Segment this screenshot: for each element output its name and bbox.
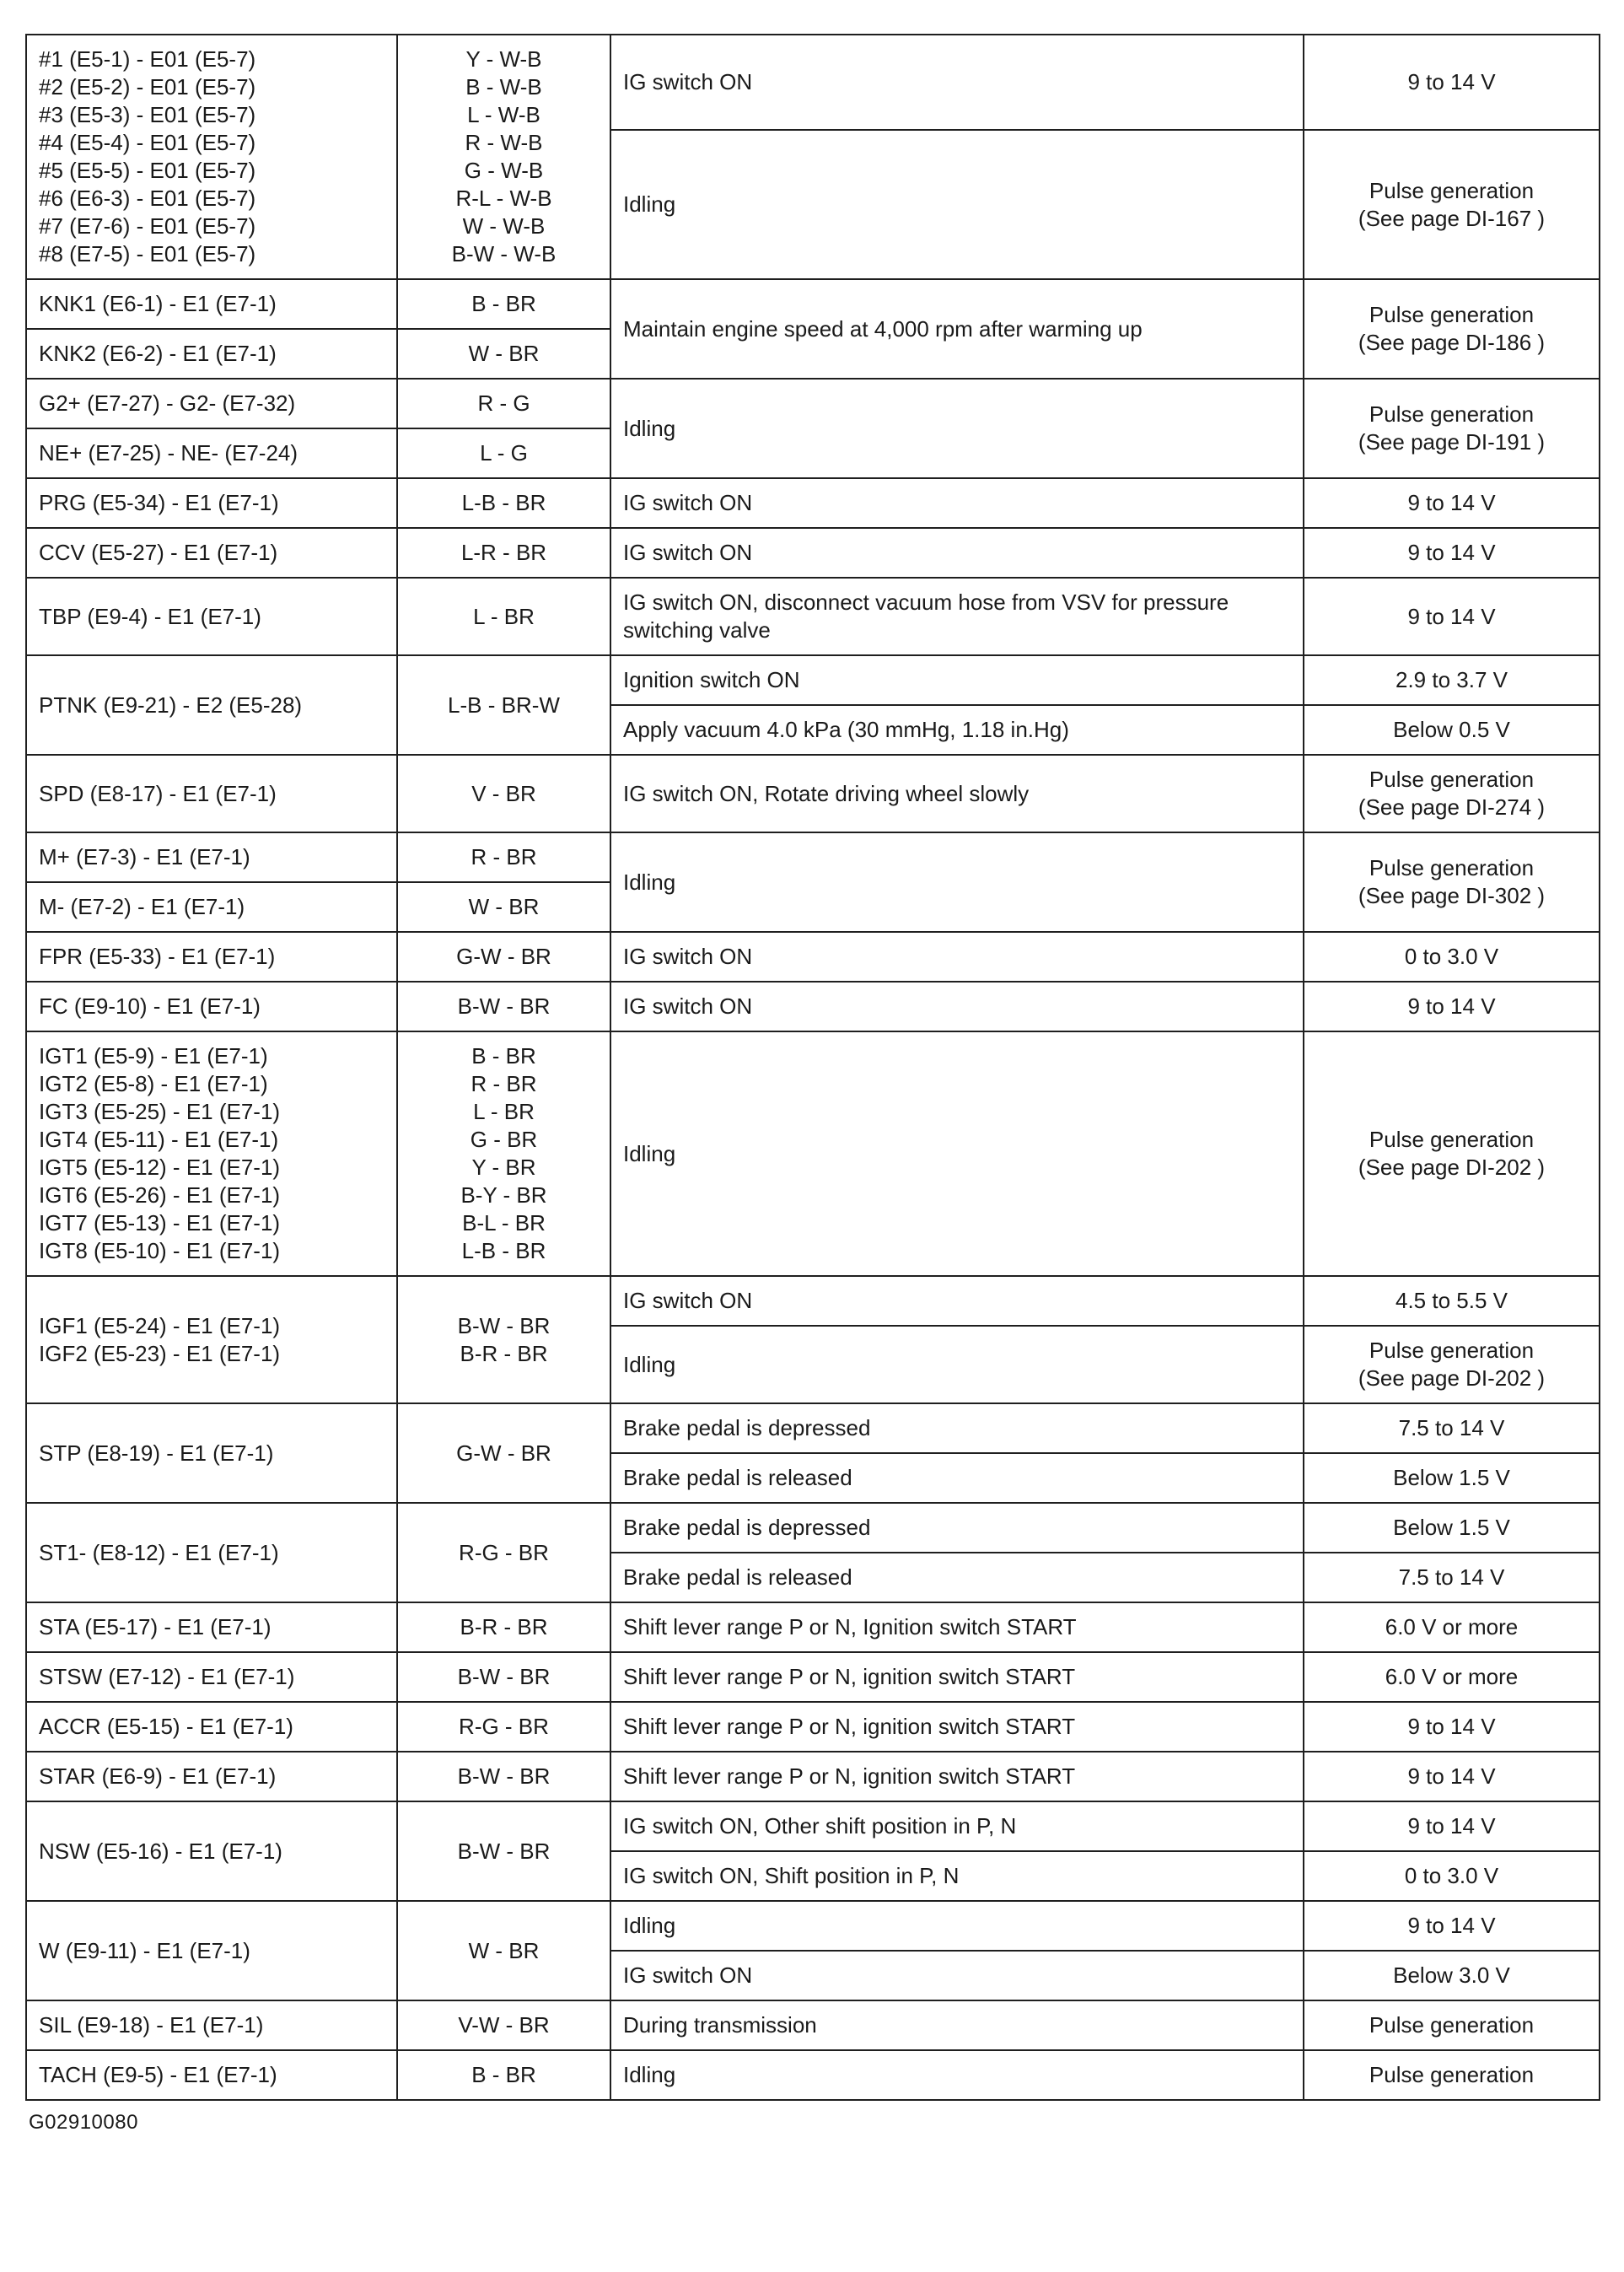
condition-cell [610, 1276, 1304, 1326]
voltage-cell-text: 9 to 14 V [1407, 993, 1496, 1019]
condition-cell-text: Idling [623, 1913, 676, 1938]
voltage-cell [1304, 1326, 1600, 1403]
table-row [26, 1702, 1600, 1752]
wire-color-cell [397, 1702, 610, 1752]
terminal-cell [26, 1276, 397, 1403]
condition-cell [610, 528, 1304, 578]
voltage-cell [1304, 2000, 1600, 2050]
wire-color-cell-text: R - W-B [465, 130, 543, 155]
voltage-cell-text: (See page DI-191 ) [1358, 429, 1546, 455]
condition-cell-text: Brake pedal is depressed [623, 1415, 871, 1440]
wire-color-cell-text: B-L - BR [462, 1210, 546, 1236]
wire-color-cell-text: Y - BR [471, 1155, 536, 1180]
condition-cell [610, 755, 1304, 832]
terminal-cell [26, 755, 397, 832]
voltage-cell [1304, 1031, 1600, 1276]
voltage-cell [1304, 1851, 1600, 1901]
voltage-cell [1304, 705, 1600, 755]
table-row [26, 528, 1600, 578]
wire-color-cell-text: L - G [480, 440, 528, 466]
terminal-cell [26, 1901, 397, 2000]
voltage-cell-text: (See page DI-202 ) [1358, 1365, 1546, 1391]
terminal-cell-text: KNK1 (E6-1) - E1 (E7-1) [39, 291, 277, 316]
condition-cell-text: Shift lever range P or N, ignition switch START [623, 1763, 1076, 1789]
voltage-cell [1304, 755, 1600, 832]
terminal-cell-text: TBP (E9-4) - E1 (E7-1) [39, 603, 261, 629]
wire-color-cell [397, 279, 610, 329]
table-row [26, 1752, 1600, 1801]
voltage-cell-text: Below 0.5 V [1393, 717, 1510, 742]
voltage-cell [1304, 1553, 1600, 1602]
table-row [26, 1276, 1600, 1326]
wire-color-cell-text: B-W - BR [457, 1763, 551, 1789]
wire-color-cell [397, 655, 610, 755]
condition-cell [610, 1702, 1304, 1752]
wire-color-cell [397, 1752, 610, 1801]
wire-color-cell-text: B - BR [471, 2062, 536, 2087]
condition-cell [610, 982, 1304, 1031]
table-row [26, 2000, 1600, 2050]
voltage-cell-text: Below 1.5 V [1393, 1515, 1510, 1540]
figure-id: G02910080 [29, 2111, 138, 2134]
condition-cell [610, 1951, 1304, 2000]
terminal-cell [26, 655, 397, 755]
wire-color-cell [397, 1503, 610, 1602]
condition-cell [610, 1031, 1304, 1276]
table-row [26, 35, 1600, 130]
terminal-cell-text: IGT1 (E5-9) - E1 (E7-1) [39, 1043, 268, 1069]
condition-cell-text: IG switch ON [623, 490, 753, 515]
wire-color-cell-text: L-R - BR [460, 540, 547, 565]
wire-color-cell-text: L-B - BR [461, 1238, 546, 1263]
terminal-cell-text: PRG (E5-34) - E1 (E7-1) [39, 490, 279, 515]
condition-cell-text: Shift lever range P or N, Ignition switch START [623, 1614, 1077, 1639]
condition-cell-text: Idling [623, 869, 676, 895]
voltage-cell-text: 9 to 14 V [1407, 490, 1496, 515]
condition-cell-text: Idling [623, 1351, 676, 1377]
voltage-cell-text: 9 to 14 V [1407, 1813, 1496, 1839]
voltage-cell [1304, 832, 1600, 932]
condition-cell [610, 2000, 1304, 2050]
voltage-cell [1304, 1801, 1600, 1851]
voltage-cell [1304, 478, 1600, 528]
wire-color-cell-text: L-B - BR-W [448, 692, 560, 718]
voltage-cell [1304, 528, 1600, 578]
table-row [26, 578, 1600, 655]
voltage-cell-text: (See page DI-302 ) [1358, 883, 1546, 908]
table-row [26, 655, 1600, 705]
condition-cell [610, 578, 1304, 655]
wire-color-cell [397, 578, 610, 655]
voltage-cell [1304, 1453, 1600, 1503]
wire-color-cell-text: R-G - BR [459, 1539, 549, 1565]
terminal-cell [26, 1801, 397, 1901]
terminal-cell [26, 982, 397, 1031]
table-row [26, 1503, 1600, 1553]
wire-color-cell [397, 832, 610, 882]
wire-color-cell-text: W - BR [468, 894, 540, 919]
wire-color-cell-text: B-W - BR [457, 1312, 551, 1338]
terminal-cell-text: CCV (E5-27) - E1 (E7-1) [39, 540, 278, 565]
terminal-cell-text: #6 (E6-3) - E01 (E5-7) [39, 186, 256, 211]
terminal-cell [26, 2050, 397, 2100]
terminal-cell [26, 35, 397, 279]
voltage-cell-text: Pulse generation [1369, 767, 1535, 792]
voltage-cell [1304, 279, 1600, 379]
voltage-cell-text: (See page DI-274 ) [1358, 794, 1546, 820]
wire-color-cell [397, 1031, 610, 1276]
terminal-cell-text: #1 (E5-1) - E01 (E5-7) [39, 46, 256, 72]
voltage-cell [1304, 379, 1600, 478]
condition-cell [610, 478, 1304, 528]
terminal-cell-text: ACCR (E5-15) - E1 (E7-1) [39, 1714, 293, 1739]
voltage-cell [1304, 1702, 1600, 1752]
voltage-cell-text: 9 to 14 V [1407, 603, 1496, 629]
voltage-cell-text: 4.5 to 5.5 V [1395, 1288, 1508, 1313]
voltage-cell-text: 0 to 3.0 V [1404, 944, 1499, 969]
wire-color-cell [397, 478, 610, 528]
wire-color-cell-text: L - W-B [467, 102, 540, 127]
table-row [26, 1031, 1600, 1276]
terminal-cell-text: IGF1 (E5-24) - E1 (E7-1) [39, 1312, 281, 1338]
wire-color-cell [397, 1403, 610, 1503]
wire-color-cell [397, 2050, 610, 2100]
condition-cell-text: IG switch ON [623, 69, 753, 95]
wire-color-cell [397, 1276, 610, 1403]
table-row [26, 1403, 1600, 1453]
wire-color-cell-text: B - BR [471, 291, 536, 316]
condition-cell [610, 932, 1304, 982]
voltage-cell [1304, 130, 1600, 279]
wire-color-cell [397, 1901, 610, 2000]
wire-color-cell-text: V - BR [471, 780, 536, 806]
terminal-cell-text: W (E9-11) - E1 (E7-1) [39, 1937, 250, 1963]
terminal-cell-text: TACH (E9-5) - E1 (E7-1) [39, 2062, 277, 2087]
voltage-cell-text: Pulse generation [1369, 177, 1535, 203]
terminal-cell-text: SPD (E8-17) - E1 (E7-1) [39, 780, 277, 806]
voltage-cell-text: Below 3.0 V [1393, 1962, 1510, 1988]
wire-color-cell-text: W - BR [468, 341, 540, 366]
terminal-cell [26, 1702, 397, 1752]
voltage-cell [1304, 35, 1600, 130]
terminal-voltage-table [25, 34, 1600, 2101]
wire-color-cell-text: R - BR [471, 844, 537, 869]
wire-color-cell-text: B-W - BR [457, 993, 551, 1019]
terminal-cell-text: IGT4 (E5-11) - E1 (E7-1) [39, 1127, 279, 1152]
wire-color-cell-text: B - W-B [465, 74, 542, 100]
voltage-cell [1304, 655, 1600, 705]
wire-color-cell [397, 1652, 610, 1702]
terminal-cell-text: #2 (E5-2) - E01 (E5-7) [39, 74, 256, 100]
condition-cell [610, 1801, 1304, 1851]
wire-color-cell [397, 932, 610, 982]
wire-color-cell-text: R - G [477, 390, 530, 416]
wire-color-cell-text: G - BR [470, 1127, 538, 1152]
terminal-cell [26, 379, 397, 428]
voltage-cell [1304, 1652, 1600, 1702]
terminal-cell-text: KNK2 (E6-2) - E1 (E7-1) [39, 341, 277, 366]
voltage-cell-text: Pulse generation [1369, 855, 1535, 880]
voltage-cell-text: (See page DI-167 ) [1358, 205, 1546, 231]
terminal-cell-text: #4 (E5-4) - E01 (E5-7) [39, 130, 256, 155]
terminal-cell [26, 329, 397, 379]
terminal-cell [26, 1503, 397, 1602]
terminal-cell [26, 1752, 397, 1801]
wire-color-cell-text: W - BR [468, 1937, 540, 1963]
voltage-cell [1304, 1602, 1600, 1652]
terminal-cell-text: #3 (E5-3) - E01 (E5-7) [39, 102, 256, 127]
voltage-cell [1304, 1276, 1600, 1326]
wire-color-cell-text: R-L - W-B [455, 186, 552, 211]
condition-cell-text: Apply vacuum 4.0 kPa (30 mmHg, 1.18 in.Hg) [623, 717, 1069, 742]
terminal-cell-text: IGT2 (E5-8) - E1 (E7-1) [39, 1071, 268, 1096]
voltage-cell-text: 7.5 to 14 V [1398, 1415, 1505, 1440]
voltage-cell-text: 2.9 to 3.7 V [1395, 667, 1508, 692]
voltage-cell [1304, 932, 1600, 982]
wire-color-cell [397, 528, 610, 578]
terminal-cell [26, 2000, 397, 2050]
table-row [26, 1801, 1600, 1851]
condition-cell [610, 1851, 1304, 1901]
table-row [26, 1901, 1600, 1951]
voltage-cell-text: (See page DI-186 ) [1358, 330, 1546, 355]
table-row [26, 379, 1600, 428]
condition-cell-text: Idling [623, 415, 676, 441]
condition-cell-text: Shift lever range P or N, ignition switch START [623, 1664, 1076, 1689]
condition-cell [610, 705, 1304, 755]
condition-cell [610, 1752, 1304, 1801]
voltage-cell-text: 0 to 3.0 V [1404, 1863, 1499, 1888]
voltage-cell [1304, 1951, 1600, 2000]
voltage-cell-text: 9 to 14 V [1407, 540, 1496, 565]
condition-cell [610, 1652, 1304, 1702]
wire-color-cell-text: G-W - BR [456, 944, 551, 969]
wire-color-cell-text: R-G - BR [459, 1714, 549, 1739]
voltage-cell-text: 9 to 14 V [1407, 1763, 1496, 1789]
condition-cell [610, 1326, 1304, 1403]
condition-cell-text: IG switch ON, Shift position in P, N [623, 1863, 960, 1888]
voltage-cell-text: 9 to 14 V [1407, 1913, 1496, 1938]
wire-color-cell-text: Y - W-B [465, 46, 542, 72]
condition-cell [610, 832, 1304, 932]
wire-color-cell-text: B-W - W-B [451, 241, 557, 267]
condition-cell-text: Idling [623, 2062, 676, 2087]
table-row [26, 2050, 1600, 2100]
voltage-cell-text: 7.5 to 14 V [1398, 1564, 1505, 1590]
voltage-cell [1304, 1901, 1600, 1951]
condition-cell-text: IG switch ON, Rotate driving wheel slowly [623, 780, 1030, 806]
terminal-cell [26, 832, 397, 882]
terminal-cell-text: NSW (E5-16) - E1 (E7-1) [39, 1838, 282, 1864]
terminal-cell-text: IGT5 (E5-12) - E1 (E7-1) [39, 1155, 281, 1180]
voltage-cell [1304, 2050, 1600, 2100]
table-row [26, 478, 1600, 528]
terminal-cell-text: #7 (E7-6) - E01 (E5-7) [39, 213, 256, 239]
voltage-cell-text: Pulse generation [1369, 1338, 1535, 1363]
terminal-cell [26, 428, 397, 478]
terminal-cell-text: FPR (E5-33) - E1 (E7-1) [39, 944, 276, 969]
condition-cell-text: During transmission [623, 2012, 817, 2038]
wire-color-cell [397, 428, 610, 478]
voltage-cell [1304, 578, 1600, 655]
table-row [26, 755, 1600, 832]
voltage-cell-text: 9 to 14 V [1407, 69, 1496, 95]
voltage-cell [1304, 1752, 1600, 1801]
condition-cell-text: IG switch ON [623, 540, 753, 565]
terminal-cell [26, 932, 397, 982]
terminal-cell [26, 279, 397, 329]
wire-color-cell-text: B-W - BR [457, 1838, 551, 1864]
condition-cell [610, 130, 1304, 279]
condition-cell-text: Idling [623, 1140, 676, 1166]
table-row [26, 279, 1600, 329]
voltage-cell-text: 6.0 V or more [1385, 1614, 1519, 1639]
wire-color-cell-text: L - BR [473, 1099, 535, 1124]
condition-cell [610, 379, 1304, 478]
wire-color-cell-text: L-B - BR [461, 490, 546, 515]
terminal-cell-text: FC (E9-10) - E1 (E7-1) [39, 993, 261, 1019]
terminal-cell [26, 882, 397, 932]
voltage-cell-text: 9 to 14 V [1407, 1714, 1496, 1739]
table-row [26, 1652, 1600, 1702]
terminal-cell-text: #8 (E7-5) - E01 (E5-7) [39, 241, 256, 267]
wire-color-cell [397, 1602, 610, 1652]
terminal-cell-text: STAR (E6-9) - E1 (E7-1) [39, 1763, 277, 1789]
wire-color-cell-text: B-Y - BR [460, 1182, 547, 1208]
condition-cell-text: IG switch ON, disconnect vacuum hose from VSV for pressure switching valve [623, 590, 1229, 643]
condition-cell-text: Brake pedal is depressed [623, 1515, 871, 1540]
terminal-cell [26, 578, 397, 655]
terminal-cell-text: ST1- (E8-12) - E1 (E7-1) [39, 1539, 279, 1565]
terminal-cell-text: STP (E8-19) - E1 (E7-1) [39, 1440, 274, 1466]
wire-color-cell-text: B - BR [471, 1043, 536, 1069]
condition-cell [610, 1602, 1304, 1652]
terminal-cell-text: M- (E7-2) - E1 (E7-1) [39, 894, 245, 919]
terminal-cell-text: STA (E5-17) - E1 (E7-1) [39, 1614, 272, 1639]
terminal-cell [26, 478, 397, 528]
wire-color-cell [397, 2000, 610, 2050]
terminal-cell [26, 1031, 397, 1276]
terminal-cell-text: IGT6 (E5-26) - E1 (E7-1) [39, 1182, 281, 1208]
voltage-cell-text: Below 1.5 V [1393, 1465, 1510, 1490]
wire-color-cell [397, 329, 610, 379]
terminal-cell [26, 1652, 397, 1702]
terminal-cell-text: STSW (E7-12) - E1 (E7-1) [39, 1664, 295, 1689]
condition-cell-text: IG switch ON [623, 1962, 753, 1988]
condition-cell-text: IG switch ON, Other shift position in P, N [623, 1813, 1017, 1839]
terminal-cell-text: IGT7 (E5-13) - E1 (E7-1) [39, 1210, 281, 1236]
condition-cell-text: Maintain engine speed at 4,000 rpm after warming up [623, 315, 1143, 342]
condition-cell-text: Ignition switch ON [623, 667, 800, 692]
voltage-cell [1304, 982, 1600, 1031]
wire-color-cell [397, 755, 610, 832]
terminal-cell-text: IGF2 (E5-23) - E1 (E7-1) [39, 1340, 281, 1366]
condition-cell [610, 2050, 1304, 2100]
terminal-cell-text: #5 (E5-5) - E01 (E5-7) [39, 158, 256, 183]
voltage-cell-text: Pulse generation [1369, 401, 1535, 427]
condition-cell [610, 279, 1304, 379]
wire-color-cell [397, 982, 610, 1031]
wire-color-cell [397, 379, 610, 428]
terminal-cell [26, 528, 397, 578]
condition-cell-text: Idling [623, 191, 676, 218]
condition-cell-text: IG switch ON [623, 1288, 753, 1313]
condition-cell [610, 1503, 1304, 1553]
wire-color-cell [397, 35, 610, 279]
terminal-cell-text: G2+ (E7-27) - G2- (E7-32) [39, 390, 296, 416]
terminal-cell-text: M+ (E7-3) - E1 (E7-1) [39, 844, 250, 869]
wire-color-cell-text: G-W - BR [456, 1440, 551, 1466]
wire-color-cell-text: B-R - BR [460, 1340, 548, 1366]
condition-cell [610, 1553, 1304, 1602]
condition-cell [610, 1901, 1304, 1951]
table-row [26, 832, 1600, 882]
condition-cell-text: Brake pedal is released [623, 1465, 852, 1490]
terminal-cell [26, 1403, 397, 1503]
terminal-cell-text: IGT3 (E5-25) - E1 (E7-1) [39, 1099, 281, 1124]
wire-color-cell-text: L - BR [473, 603, 535, 629]
voltage-cell-text: (See page DI-202 ) [1358, 1155, 1546, 1180]
terminal-cell-text: SIL (E9-18) - E1 (E7-1) [39, 2012, 264, 2038]
wire-color-cell-text: G - W-B [464, 158, 544, 183]
voltage-cell-text: Pulse generation [1369, 302, 1535, 327]
wire-color-cell-text: B-W - BR [457, 1664, 551, 1689]
voltage-cell [1304, 1503, 1600, 1553]
terminal-cell-text: PTNK (E9-21) - E2 (E5-28) [39, 692, 303, 718]
condition-cell [610, 1403, 1304, 1453]
wire-color-cell-text: R - BR [471, 1071, 537, 1096]
wire-color-cell [397, 1801, 610, 1901]
table-row [26, 1602, 1600, 1652]
terminal-cell-text: IGT8 (E5-10) - E1 (E7-1) [39, 1238, 281, 1263]
wire-color-cell-text: W - W-B [462, 213, 546, 239]
wire-color-cell [397, 882, 610, 932]
condition-cell-text: IG switch ON [623, 944, 753, 969]
table-row [26, 932, 1600, 982]
voltage-cell-text: Pulse generation [1369, 1127, 1535, 1152]
condition-cell-text: Brake pedal is released [623, 1564, 852, 1590]
condition-cell-text: Shift lever range P or N, ignition switch START [623, 1714, 1076, 1739]
condition-cell [610, 655, 1304, 705]
wire-color-cell-text: B-R - BR [460, 1614, 548, 1639]
voltage-cell [1304, 1403, 1600, 1453]
wire-color-cell-text: V-W - BR [458, 2012, 550, 2038]
voltage-cell-text: Pulse generation [1369, 2012, 1535, 2038]
condition-cell [610, 35, 1304, 130]
table-row [26, 982, 1600, 1031]
condition-cell-text: IG switch ON [623, 993, 753, 1019]
terminal-cell-text: NE+ (E7-25) - NE- (E7-24) [39, 440, 298, 466]
voltage-cell-text: 6.0 V or more [1385, 1664, 1519, 1689]
terminal-cell [26, 1602, 397, 1652]
voltage-cell-text: Pulse generation [1369, 2062, 1535, 2087]
condition-cell [610, 1453, 1304, 1503]
